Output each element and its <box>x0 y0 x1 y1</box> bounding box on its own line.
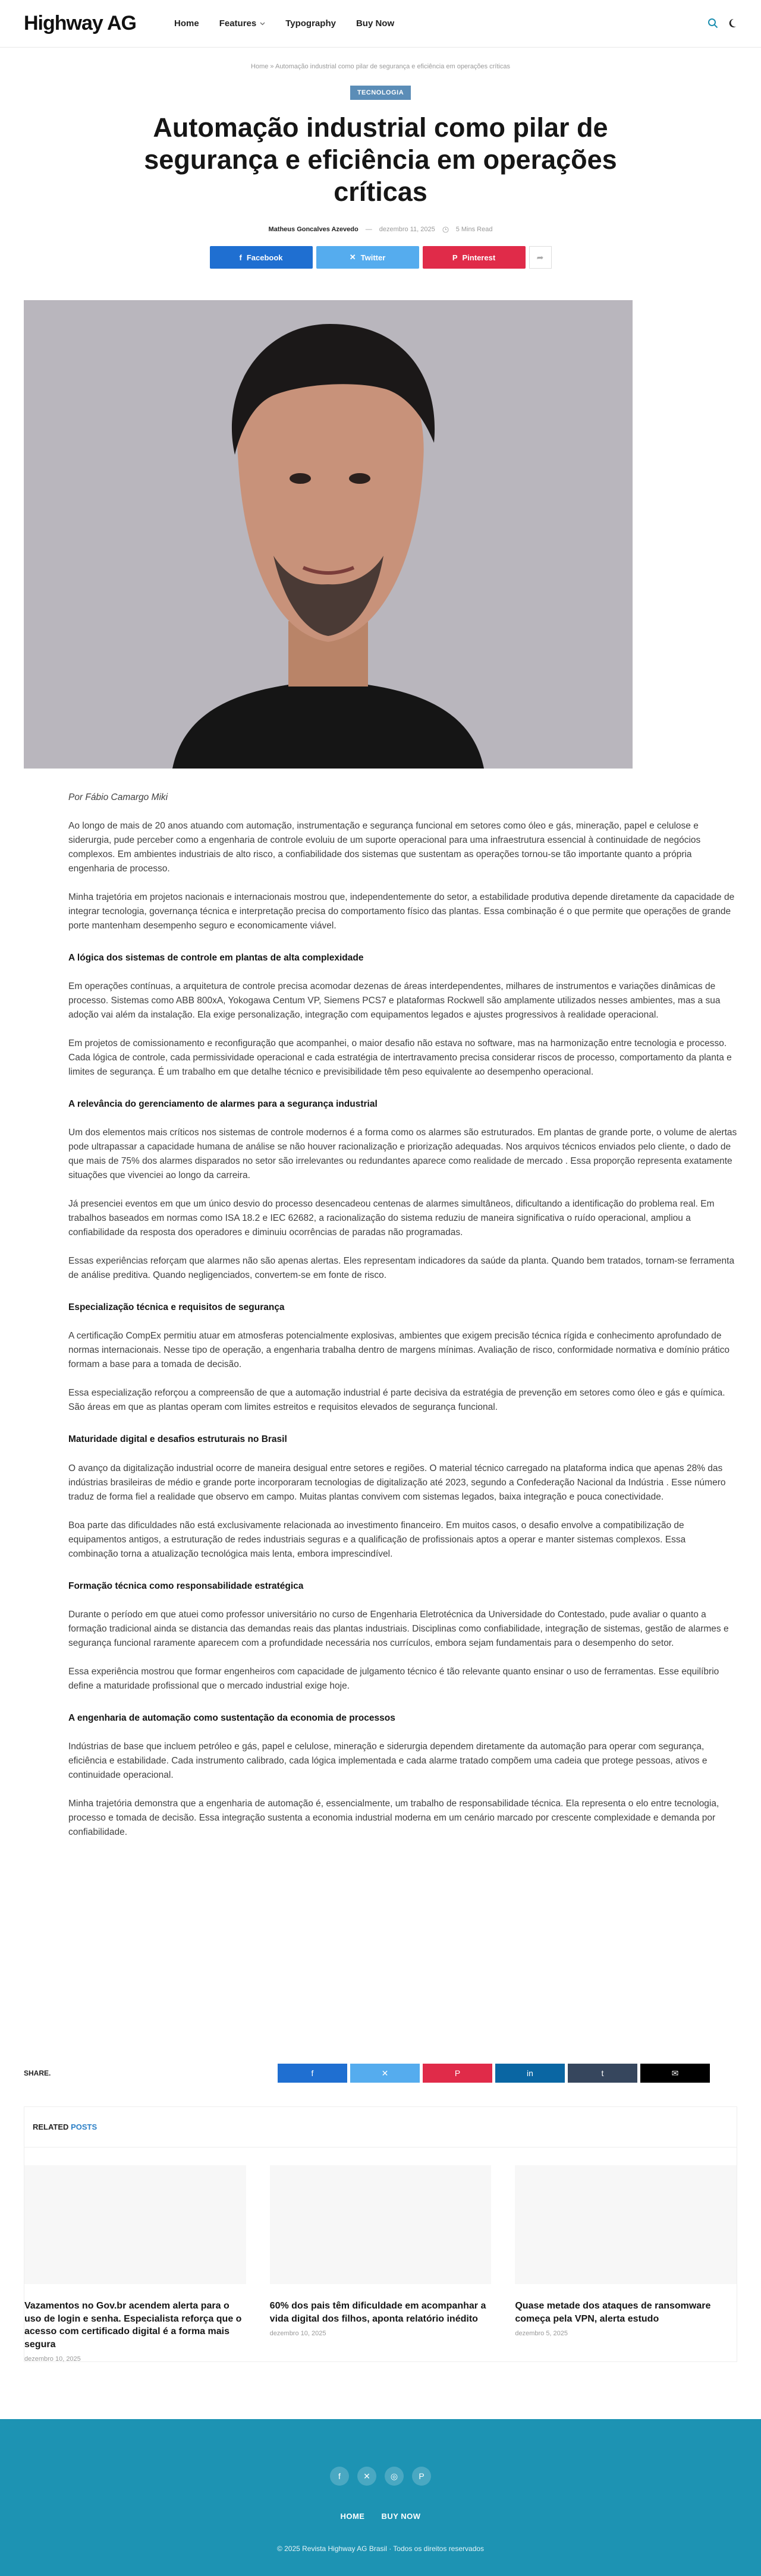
meta-separator: — <box>365 226 372 233</box>
share-arrow-icon: ➦ <box>536 252 544 262</box>
author-name[interactable]: Matheus Goncalves Azevedo <box>268 226 359 233</box>
share-x-bottom[interactable] <box>350 2064 420 2083</box>
nav-features[interactable] <box>219 18 266 29</box>
post-date: dezembro 11, 2025 <box>379 226 435 233</box>
related-card[interactable] <box>270 2165 492 2363</box>
section-heading: A relevância do gerenciamento de alarmes para a segurança industrial <box>68 1099 378 1110</box>
site-header <box>0 0 761 48</box>
chevron-down-icon <box>260 22 265 26</box>
section-heading: Especialização técnica e requisitos de segurança <box>68 1302 285 1313</box>
share-tumblr-bottom[interactable] <box>568 2064 637 2083</box>
share-pinterest-label: Pinterest <box>462 253 496 262</box>
article-paragraph: Já presenciei eventos em que um único desvio do processo desencadeou centenas de alarmes simultâneos, dificultando a identificação do problema real. Em trabalhos baseados em normas como ISA 18.2 e IEC 62682, a racionalização do sistema reduziu de maneira significativa o ruído operacional, ampliou a confiabilidade da resposta dos operadores e diminuiu ocorrências de paradas não programadas. <box>68 1199 715 1238</box>
related-posts <box>24 2106 737 2362</box>
share-twitter-label: Twitter <box>360 253 386 262</box>
article-paragraph: Um dos elementos mais críticos nos sistemas de controle modernos é a forma como os alarmes são estruturados. Em plantas de grande porte, o volume de alertas pode ultrapassar a capacidade humana de análise se não houver racionalização e priorização adequadas. Nos arquivos técnicos enviados pelo cliente, o dado de que mais de 75% dos alarmes disparados no setor são irrelevantes ou redundantes aparece como realidade de mercado . Essa proporção representa exatamente situações que vivenciei ao longo da carreira. <box>68 1128 737 1181</box>
related-date: dezembro 10, 2025 <box>24 2355 81 2363</box>
pinterest-icon[interactable]: P <box>412 2467 431 2486</box>
share-twitter-button[interactable] <box>316 246 419 269</box>
related-date: dezembro 5, 2025 <box>515 2330 568 2338</box>
share-buttons-top <box>0 246 761 269</box>
section-heading: A lógica dos sistemas de controle em plantas de alta complexidade <box>68 953 364 963</box>
site-logo[interactable]: Highway AG <box>24 12 136 34</box>
nav-buy-now[interactable]: Buy Now <box>356 18 395 29</box>
article-paragraph: Em operações contínuas, a arquitetura de controle precisa acomodar dezenas de áreas interdependentes, milhares de instrumentos e variações dinâmicas de processo. Sistemas como ABB 800xA, Yokogawa Centum VP, Siemens PCS7 e plataformas Rockwell são amplamente utilizados nesses ambientes, mas a sua adoção vai além da instalação. Ela exige personalização, integração com equipamentos legados e ajustes progressivos à realidade operacional. <box>68 981 721 1021</box>
category-badge[interactable]: TECNOLOGIA <box>350 86 411 100</box>
read-time: 5 Mins Read <box>455 226 493 233</box>
footer-link-buy-now[interactable]: BUY NOW <box>381 2512 421 2521</box>
section-heading: Maturidade digital e desafios estruturais no Brasil <box>68 1434 287 1445</box>
copyright: © 2025 Revista Highway AG Brasil · Todos os direitos reservados <box>276 2544 485 2553</box>
main-nav <box>174 18 394 29</box>
related-heading <box>24 2107 737 2147</box>
article-paragraph: O avanço da digitalização industrial ocorre de maneira desigual entre setores e regiões. O material técnico carregado na plataforma indica que apenas 28% das indústrias brasileiras de médio e grande porte incorporaram tecnologias de digitalização até 2023, segundo a Confederação Nacional da Indústria . Esse número traduz de forma fiel a realidade que observo em campo. Muitas plantas convivem com sistemas legados, baixa integração e pouca conectividade. <box>68 1463 726 1502</box>
x-icon: ✕ <box>349 253 356 262</box>
share-facebook-button[interactable] <box>210 246 313 269</box>
article-paragraph: Minha trajetória em projetos nacionais e internacionais mostrou que, independentemente do setor, a estabilidade produtiva depende diretamente da capacidade de integrar tecnologia, governança técnica e interpretação precisa do comportamento físico das plantas. Essa combinação é o que permite que operações de grande porte mantenham desempenho seguro e economicamente viável. <box>68 892 735 931</box>
linkedin-icon: in <box>527 2068 533 2078</box>
article-paragraph: A certificação CompEx permitiu atuar em atmosferas potencialmente explosivas, ambientes que exigem precisão técnica rígida e conhecimento aprofundado de normas internacionais. Nesse tipo de operação, a engenharia trabalha dentro de margens mínimas. Avaliação de risco, conformidade normativa e domínio prático formam a base para a tomada de decisão. <box>68 1331 730 1370</box>
breadcrumb[interactable]: Home » Automação industrial como pilar de segurança e eficiência em operações críticas <box>251 63 510 70</box>
share-linkedin-bottom[interactable] <box>495 2064 565 2083</box>
article-paragraph: Em projetos de comissionamento e reconfiguração que acompanhei, o maior desafio não estava no software, mas na harmonização entre tecnologia e processo. Cada lógica de controle, cada permissividade operacional e cada estratégia de intertravamento precisa considerar riscos de processo, comportamento da planta e limites de segurança. É um trabalho em que detalhe técnico e previsibilidade têm peso equivalente ao desempenho operacional. <box>68 1038 732 1078</box>
moon-icon[interactable] <box>727 18 737 29</box>
footer-links <box>0 2512 761 2521</box>
article-paragraph: Essa especialização reforçou a compreensão de que a automação industrial é parte decisiva da estratégia de prevenção em setores como óleo e gás e química. São áreas em que as plantas operam com limites estreitos e requisitos elevados de segurança funcional. <box>68 1388 725 1413</box>
instagram-icon[interactable]: ◎ <box>385 2467 404 2486</box>
nav-home[interactable]: Home <box>174 18 199 29</box>
related-thumb[interactable] <box>24 2165 246 2284</box>
x-icon: ✕ <box>381 2068 389 2078</box>
article-paragraph: Essas experiências reforçam que alarmes não são apenas alertas. Eles representam indicadores da saúde da planta. Quando bem tratados, tornam-se ferramenta de análise preditiva. Quando negligenciados, convertem-se em fonte de risco. <box>68 1256 735 1281</box>
nav-features-label: Features <box>219 18 257 29</box>
portrait-illustration <box>24 300 633 769</box>
x-icon[interactable]: ✕ <box>357 2467 376 2486</box>
section-heading: A engenharia de automação como sustentação da economia de processos <box>68 1712 395 1723</box>
related-heading-b: POSTS <box>71 2122 98 2131</box>
article-paragraph: Minha trajetória demonstra que a engenharia de automação é, essencialmente, um trabalho de responsabilidade técnica. Ela representa o elo entre tecnologia, processo e tomada de decisão. Essa integração sustenta a economia industrial moderna em um cenário marcado por crescente complexidade e demanda por confiabilidade. <box>68 1798 719 1837</box>
article-paragraph: Indústrias de base que incluem petróleo e gás, papel e celulose, mineração e siderurgia dependem diretamente da automação para operar com segurança, eficiência e estabilidade. Cada instrumento calibrado, cada lógica implementada e cada alarme tratado compõem uma cadeia que protege pessoas, ativos e continuidade operacional. <box>68 1741 707 1780</box>
site-footer <box>0 2419 761 2576</box>
related-card[interactable] <box>24 2165 246 2363</box>
share-facebook-bottom[interactable] <box>278 2064 347 2083</box>
related-cards <box>24 2165 737 2363</box>
related-thumb[interactable] <box>270 2165 492 2284</box>
byline: Por Fábio Camargo Miki <box>68 792 168 802</box>
tumblr-icon: t <box>601 2068 604 2078</box>
post-meta <box>0 226 761 233</box>
related-thumb[interactable] <box>515 2165 737 2284</box>
pinterest-icon: P <box>454 2068 461 2078</box>
related-title[interactable]: Quase metade dos ataques de ransomware começa pela VPN, alerta estudo <box>515 2301 711 2324</box>
article-paragraph: Essa experiência mostrou que formar engenheiros com capacidade de julgamento técnico é tão relevante quanto ensinar o uso de ferramentas. Esse equilíbrio define a maturidade profissional que o mercado industrial exige hoje. <box>68 1666 719 1691</box>
article-paragraph: Ao longo de mais de 20 anos atuando com automação, instrumentação e segurança funcional em setores como óleo e gás, mineração, papel e celulose e siderurgia, pude perceber como a engenharia de controle evoluiu de um suporte operacional para uma infraestrutura essencial à continuidade de negócios complexos. Em ambientes industriais de alto risco, a confiabilidade dos sistemas que sustentam as operações tornou-se tão importante quanto a própria engenharia de processo. <box>68 821 701 874</box>
related-heading-a: RELATED <box>33 2122 69 2131</box>
header-icons <box>707 18 737 29</box>
footer-link-home[interactable]: HOME <box>340 2512 365 2521</box>
article-paragraph: Durante o período em que atuei como professor universitário no curso de Engenharia Eletrotécnica da Universidade do Contestado, pude avaliar o quanto a formação tradicional ainda se distancia das demandas reais das plantas industriais. Disciplinas como confiabilidade, integração de sistemas, gestão de alarmes e segurança funcional raramente aparecem com a profundidade necessária nos currículos, embora sejam fundamentais para o desempenho do setor. <box>68 1609 729 1648</box>
related-title[interactable]: Vazamentos no Gov.br acendem alerta para o uso de login e senha. Especialista reforça que o acesso com certificado digital é a forma mais segura <box>24 2301 242 2350</box>
clock-icon <box>442 226 449 233</box>
email-icon: ✉ <box>671 2068 679 2078</box>
search-icon[interactable] <box>707 18 718 29</box>
related-title[interactable]: 60% dos pais têm dificuldade em acompanhar a vida digital dos filhos, aponta relatório inédito <box>269 2301 486 2324</box>
pinterest-icon: P <box>452 253 458 262</box>
share-label: SHARE. <box>24 2069 51 2077</box>
article-body <box>68 791 737 1854</box>
page-title: Automação industrial como pilar de segurança e eficiência em operações críticas <box>144 112 617 207</box>
section-heading: Formação técnica como responsabilidade estratégica <box>68 1580 304 1591</box>
related-date: dezembro 10, 2025 <box>269 2330 326 2338</box>
facebook-icon: f <box>239 253 242 262</box>
share-bar-bottom <box>24 2062 737 2084</box>
share-more-button[interactable] <box>529 246 552 269</box>
footer-social <box>0 2467 761 2486</box>
share-pinterest-bottom[interactable] <box>423 2064 492 2083</box>
facebook-icon[interactable]: f <box>330 2467 349 2486</box>
share-pinterest-button[interactable] <box>423 246 526 269</box>
facebook-icon: f <box>311 2068 314 2078</box>
related-card[interactable] <box>515 2165 737 2363</box>
share-facebook-label: Facebook <box>246 253 283 262</box>
share-email-bottom[interactable] <box>640 2064 710 2083</box>
nav-typography[interactable]: Typography <box>285 18 336 29</box>
featured-image <box>24 300 633 769</box>
article-paragraph: Boa parte das dificuldades não está exclusivamente relacionada ao investimento financeiro. Em muitos casos, o desafio envolve a compatibilização de equipamentos antigos, a estruturação de redes industriais seguras e a qualificação de profissionais aptos a operar e manter sistemas complexos. Essa combinação torna a atualização tecnológica mais lenta, embora imprescindível. <box>68 1520 686 1559</box>
